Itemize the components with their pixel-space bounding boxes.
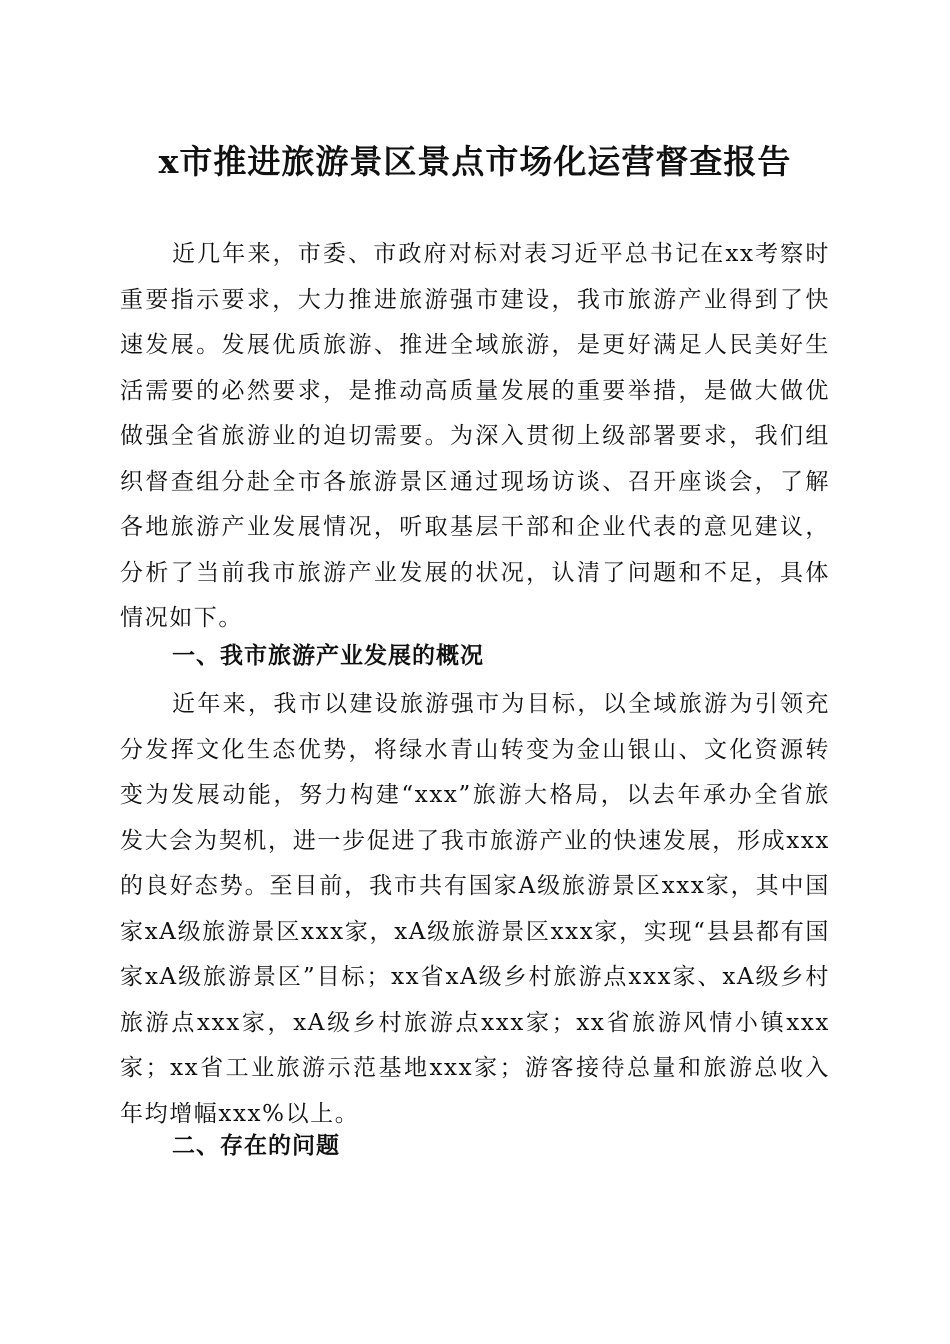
section-heading-overview: 一、我市旅游产业发展的概况	[172, 643, 484, 669]
intro-paragraph: 近几年来，市委、市政府对标对表习近平总书记在xx考察时重要指示要求，大力推进旅游强市建设，我市旅游产业得到了快速发展。发展优质旅游、推进全域旅游，是更好满足人民美好生活需要的必然要求，是推动高质量发展的重要举措，是做大做优做强全省旅游业的迫切需要。为深入贯彻上级部署要求，我们组织督查组分赴全市各旅游景区通过现场访谈、召开座谈会，了解各地旅游产业发展情况，听取基层干部和企业代表的意见建议，分析了当前我市旅游产业发展的状况，认清了问题和不足，具体情况如下。	[120, 241, 830, 631]
document-title: x市推进旅游景区景点市场化运营督查报告	[158, 142, 792, 181]
section-heading-problems: 二、存在的问题	[172, 1133, 340, 1159]
overview-paragraph: 近年来，我市以建设旅游强市为目标，以全域旅游为引领充分发挥文化生态优势，将绿水青山转变为金山银山、文化资源转变为发展动能，努力构建“xxx”旅游大格局，以去年承办全省旅发大会为契机，进一步促进了我市旅游产业的快速发展，形成xxx的良好态势。至目前，我市共有国家A级旅游景区xxx家，其中国家xA级旅游景区xxx家，xA级旅游景区xxx家，实现“县县都有国家xA级旅游景区”目标；xx省xA级乡村旅游点xxx家、xA级乡村旅游点xxx家，xA级乡村旅游点xxx家；xx省旅游风情小镇xxx家；xx省工业旅游示范基地xxx家；游客接待总量和旅游总收入年均增幅xxx%以上。	[120, 691, 830, 1127]
